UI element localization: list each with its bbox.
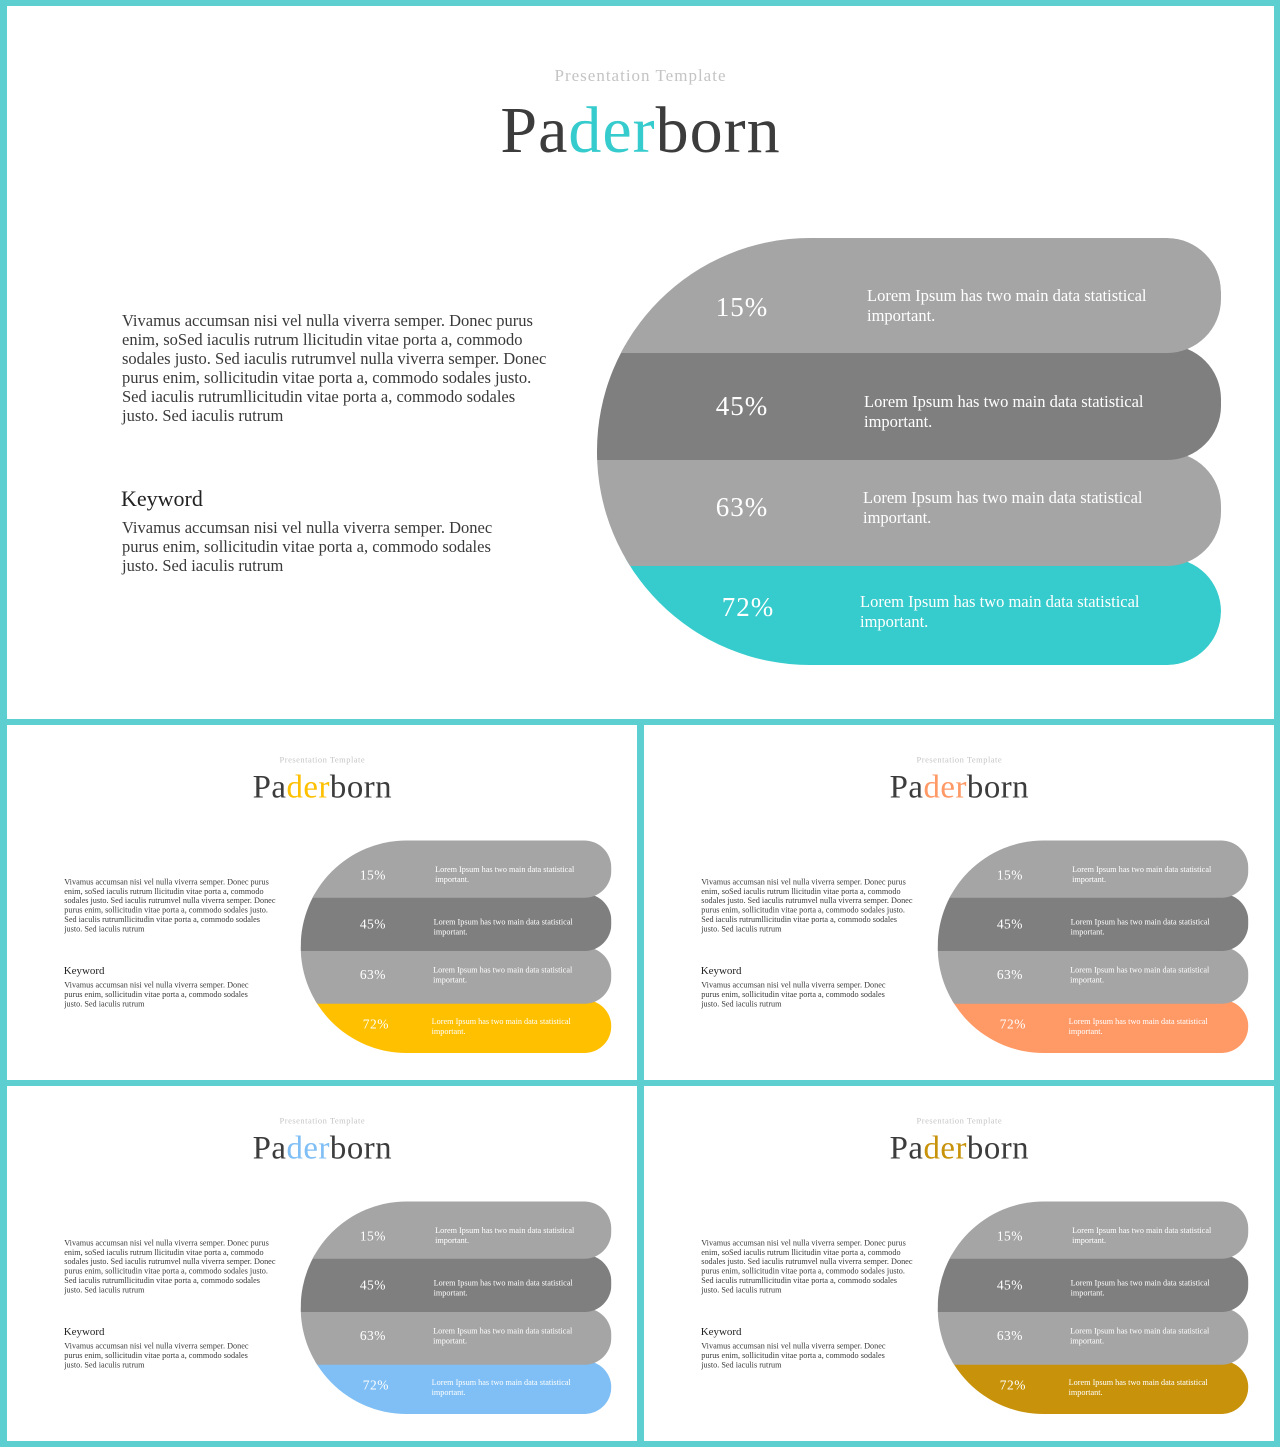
band-description: Lorem Ipsum has two main data statistical important. — [1068, 1016, 1208, 1037]
kicker-text: Presentation Template — [916, 1115, 1003, 1126]
title-part-1: Pa — [500, 94, 569, 167]
keyword-heading: Keyword — [700, 963, 742, 977]
title-part-3: born — [329, 768, 393, 806]
band-description: Lorem Ipsum has two main data statistical important. — [433, 1325, 573, 1346]
band-percent: 15% — [996, 867, 1023, 883]
band-description: Lorem Ipsum has two main data statistical important. — [1070, 917, 1210, 937]
band-3 — [301, 947, 612, 1004]
band-4-accent — [938, 1000, 1249, 1053]
title-part-1: Pa — [252, 1129, 287, 1167]
band-description: Lorem Ipsum has two main data statistical important. — [1070, 1278, 1210, 1298]
title-part-2-accent: der — [286, 1129, 330, 1167]
slide-content — [7, 725, 637, 1080]
slide-gold — [644, 1086, 1274, 1441]
band-description: Lorem Ipsum has two main data statistical important. — [1072, 1225, 1212, 1245]
title-part-3: born — [655, 94, 781, 167]
band-description: Lorem Ipsum has two main data statistical important. — [433, 964, 573, 985]
keyword-text: Vivamus accumsan nisi vel nulla viverra semper. Donec purus enim, sollicitudin vitae porta a, commodo sodales justo. Sed iaculis rutrum — [701, 979, 886, 1009]
band-description: Lorem Ipsum has two main data statistical important. — [860, 592, 1140, 631]
title-part-2-accent: der — [286, 768, 330, 806]
keyword-text: Vivamus accumsan nisi vel nulla viverra semper. Donec purus enim, sollicitudin vitae porta a, commodo sodales justo. Sed iaculis rutrum — [122, 518, 493, 575]
band-percent: 72% — [999, 1377, 1026, 1393]
slide-content — [644, 725, 1274, 1080]
body-text: Vivamus accumsan nisi vel nulla viverra semper. Donec purus enim, soSed iaculis rutrum llicitudin vitae porta a, commodo sodales justo. Sed iaculis rutrumvel nulla viverra semper. Donec purus enim, sollicitudin vitae porta a, commodo sodales justo. Sed iaculis rutrumllicitudin vitae porta a, commodo sodales justo. Sed iaculis rutrum — [701, 1237, 913, 1295]
band-description: Lorem Ipsum has two main data statistical important. — [433, 917, 573, 937]
slide-title — [7, 94, 1274, 167]
percent-band-chart — [597, 238, 1221, 665]
band-percent: 63% — [715, 492, 769, 522]
percent-band-chart — [301, 840, 612, 1053]
keyword-text: Vivamus accumsan nisi vel nulla viverra semper. Donec purus enim, sollicitudin vitae porta a, commodo sodales justo. Sed iaculis rutrum — [64, 979, 249, 1009]
slide-title — [644, 768, 1274, 806]
slide-title — [7, 768, 637, 806]
band-2 — [938, 894, 1249, 951]
band-3 — [301, 1308, 612, 1365]
keyword-heading: Keyword — [63, 963, 105, 977]
band-percent: 63% — [996, 1327, 1023, 1343]
band-1 — [597, 238, 1221, 353]
body-text: Vivamus accumsan nisi vel nulla viverra semper. Donec purus enim, soSed iaculis rutrum llicitudin vitae porta a, commodo sodales justo. Sed iaculis rutrumvel nulla viverra semper. Donec purus enim, sollicitudin vitae porta a, commodo sodales justo. Sed iaculis rutrumllicitudin vitae porta a, commodo sodales justo. Sed iaculis rutrum — [701, 876, 913, 934]
band-percent: 15% — [715, 292, 769, 322]
percent-band-chart — [938, 840, 1249, 1053]
slide-main — [7, 6, 1274, 719]
band-3 — [938, 1308, 1249, 1365]
title-part-1: Pa — [889, 768, 924, 806]
band-description: Lorem Ipsum has two main data statistical important. — [864, 392, 1144, 431]
title-part-3: born — [966, 1129, 1030, 1167]
band-percent: 45% — [715, 391, 769, 421]
band-description: Lorem Ipsum has two main data statistical important. — [867, 286, 1147, 325]
band-percent: 45% — [359, 1277, 386, 1293]
kicker-text: Presentation Template — [554, 66, 727, 85]
keyword-text: Vivamus accumsan nisi vel nulla viverra semper. Donec purus enim, sollicitudin vitae porta a, commodo sodales justo. Sed iaculis rutrum — [64, 1340, 249, 1370]
slide-content — [7, 6, 1274, 719]
band-percent: 45% — [996, 916, 1023, 932]
body-text: Vivamus accumsan nisi vel nulla viverra semper. Donec purus enim, soSed iaculis rutrum llicitudin vitae porta a, commodo sodales justo. Sed iaculis rutrumvel nulla viverra semper. Donec purus enim, sollicitudin vitae porta a, commodo sodales justo. Sed iaculis rutrumllicitudin vitae porta a, commodo sodales justo. Sed iaculis rutrum — [64, 1237, 276, 1295]
title-part-3: born — [329, 1129, 393, 1167]
slide-yellow — [7, 725, 637, 1080]
title-part-2-accent: der — [923, 768, 967, 806]
slide-content — [644, 1086, 1274, 1441]
band-4-accent — [938, 1361, 1249, 1414]
title-part-2-accent: der — [923, 1129, 967, 1167]
band-1 — [938, 1201, 1249, 1258]
band-percent: 72% — [362, 1377, 389, 1393]
title-part-2-accent: der — [568, 94, 656, 167]
band-percent: 72% — [362, 1016, 389, 1032]
body-text: Vivamus accumsan nisi vel nulla viverra semper. Donec purus enim, soSed iaculis rutrum llicitudin vitae porta a, commodo sodales justo. Sed iaculis rutrumvel nulla viverra semper. Donec purus enim, sollicitudin vitae porta a, commodo sodales justo. Sed iaculis rutrumllicitudin vitae porta a, commodo sodales justo. Sed iaculis rutrum — [122, 311, 547, 425]
band-4-accent — [301, 1000, 612, 1053]
slide-content — [7, 1086, 637, 1441]
band-4-accent — [301, 1361, 612, 1414]
band-description: Lorem Ipsum has two main data statistical important. — [435, 864, 575, 884]
band-percent: 15% — [359, 867, 386, 883]
band-2 — [301, 894, 612, 951]
band-description: Lorem Ipsum has two main data statistical important. — [1070, 964, 1210, 985]
slide-title — [7, 1129, 637, 1167]
band-description: Lorem Ipsum has two main data statistical important. — [1068, 1377, 1208, 1398]
title-part-1: Pa — [889, 1129, 924, 1167]
band-description: Lorem Ipsum has two main data statistical important. — [435, 1225, 575, 1245]
band-percent: 45% — [359, 916, 386, 932]
band-1 — [301, 1201, 612, 1258]
band-percent: 63% — [996, 966, 1023, 982]
band-percent: 72% — [999, 1016, 1026, 1032]
band-description: Lorem Ipsum has two main data statistical important. — [1072, 864, 1212, 884]
band-3 — [938, 947, 1249, 1004]
band-percent: 72% — [721, 592, 775, 622]
band-description: Lorem Ipsum has two main data statistical important. — [431, 1016, 571, 1037]
percent-band-chart — [301, 1201, 612, 1414]
keyword-text: Vivamus accumsan nisi vel nulla viverra semper. Donec purus enim, sollicitudin vitae porta a, commodo sodales justo. Sed iaculis rutrum — [701, 1340, 886, 1370]
band-1 — [938, 840, 1249, 897]
band-2 — [301, 1255, 612, 1312]
keyword-heading: Keyword — [63, 1324, 105, 1338]
band-percent: 63% — [359, 1327, 386, 1343]
kicker-text: Presentation Template — [279, 754, 366, 765]
title-part-1: Pa — [252, 768, 287, 806]
band-percent: 15% — [996, 1228, 1023, 1244]
band-percent: 45% — [996, 1277, 1023, 1293]
band-description: Lorem Ipsum has two main data statistical important. — [863, 488, 1143, 527]
body-text: Vivamus accumsan nisi vel nulla viverra semper. Donec purus enim, soSed iaculis rutrum llicitudin vitae porta a, commodo sodales justo. Sed iaculis rutrumvel nulla viverra semper. Donec purus enim, sollicitudin vitae porta a, commodo sodales justo. Sed iaculis rutrumllicitudin vitae porta a, commodo sodales justo. Sed iaculis rutrum — [64, 876, 276, 934]
band-2 — [597, 345, 1221, 460]
band-3 — [597, 452, 1221, 566]
percent-band-chart — [938, 1201, 1249, 1414]
band-description: Lorem Ipsum has two main data statistical important. — [431, 1377, 571, 1398]
band-description: Lorem Ipsum has two main data statistical important. — [1070, 1325, 1210, 1346]
band-description: Lorem Ipsum has two main data statistical important. — [433, 1278, 573, 1298]
kicker-text: Presentation Template — [916, 754, 1003, 765]
band-1 — [301, 840, 612, 897]
band-2 — [938, 1255, 1249, 1312]
slide-blue — [7, 1086, 637, 1441]
slide-orange — [644, 725, 1274, 1080]
slide-title — [644, 1129, 1274, 1167]
title-part-3: born — [966, 768, 1030, 806]
band-percent: 63% — [359, 966, 386, 982]
band-4-accent — [597, 558, 1221, 665]
kicker-text: Presentation Template — [279, 1115, 366, 1126]
keyword-heading: Keyword — [121, 486, 203, 511]
band-percent: 15% — [359, 1228, 386, 1244]
keyword-heading: Keyword — [700, 1324, 742, 1338]
